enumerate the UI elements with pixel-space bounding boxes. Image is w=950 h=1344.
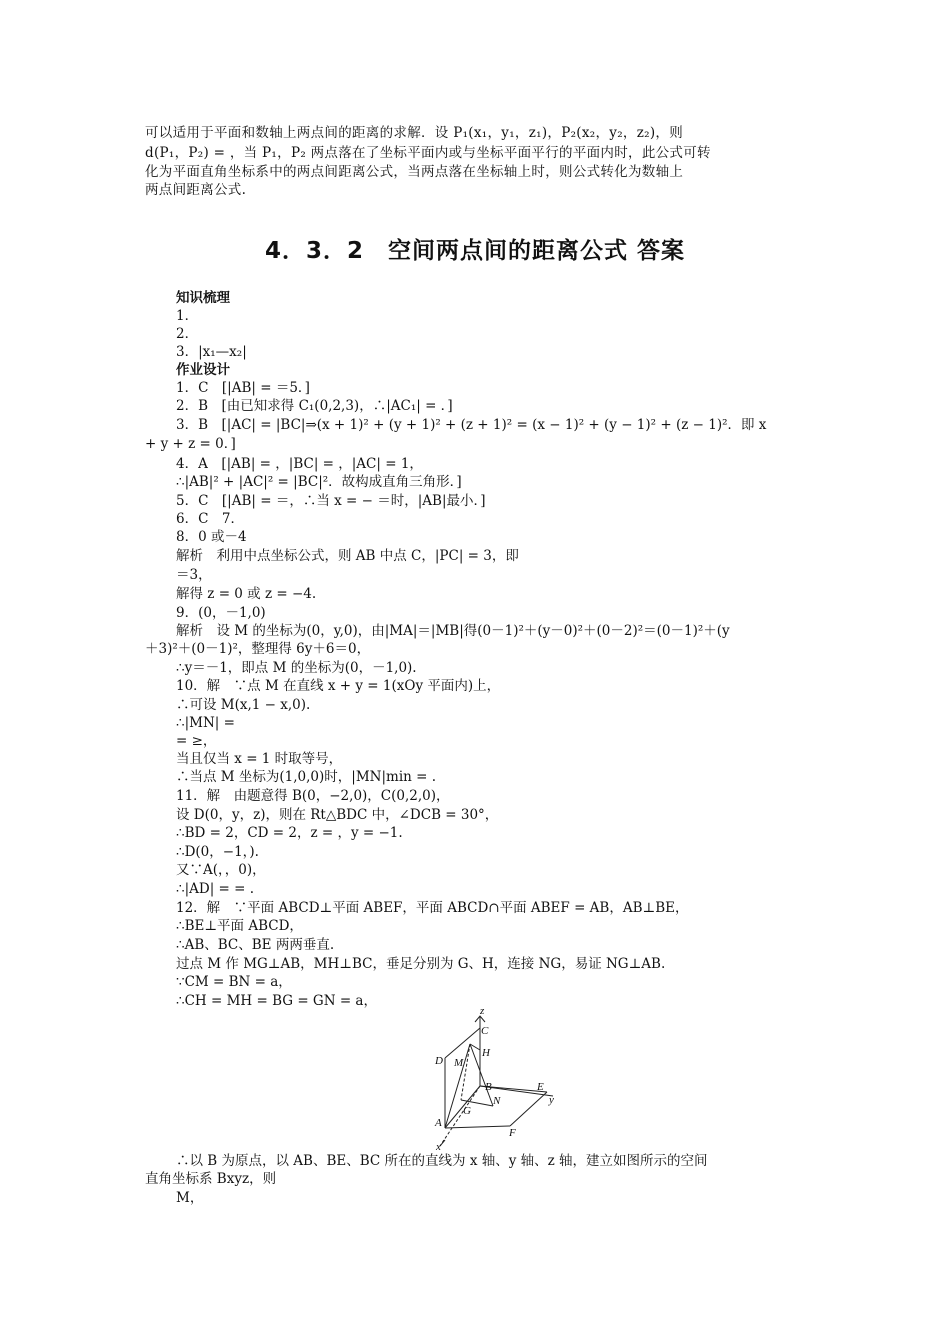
answer-line: 10．解 ∵点 M 在直线 x + y = 1(xOy 平面内)上， — [176, 678, 501, 694]
section-heading: 知识梳理 — [176, 290, 230, 306]
point-label-h: H — [482, 1047, 490, 1059]
point-label-f: F — [509, 1127, 516, 1139]
answer-line: 1．C [|AB| = ＝5．] — [176, 380, 310, 396]
answer-line: ∴BE⊥平面 ABCD， — [176, 918, 303, 934]
answer-line: 11．解 由题意得 B(0，−2,0)，C(0,2,0)， — [176, 788, 450, 804]
answer-line: 设 D(0，y，z)，则在 Rt△BDC 中，∠DCB = 30°， — [176, 807, 499, 823]
answer-line: ∴以 B 为原点，以 AB、BE、BC 所在的直线为 x 轴、y 轴、z 轴，建立如图所示的空间 — [176, 1153, 708, 1169]
answer-line: 解析 利用中点坐标公式，则 AB 中点 C，|PC| = 3，即 — [176, 548, 519, 564]
answer-line: = ≥， — [176, 733, 217, 749]
answer-line: 8．0 或－4 — [176, 529, 247, 545]
answer-line: M， — [176, 1190, 204, 1206]
answer-line: 当且仅当 x = 1 时取等号， — [176, 751, 343, 767]
answer-line: 5．C [|AB| = ＝，∴当 x = − ＝时，|AB|最小．] — [176, 493, 486, 509]
answer-line: 直角坐标系 Bxyz，则 — [145, 1171, 277, 1187]
answer-line: 1． — [176, 308, 199, 324]
answer-line: 4．A [|AB| = ，|BC| = ，|AC| = 1， — [176, 456, 423, 472]
answer-line: 3．|x₁—x₂| — [176, 344, 247, 360]
axis-label-y: y — [549, 1094, 554, 1106]
page-title: 4．3．2 空间两点间的距离公式 答案 — [264, 238, 686, 264]
point-label-n: N — [493, 1095, 501, 1107]
point-label-a: A — [435, 1117, 442, 1129]
answer-line: ∴可设 M(x,1 − x,0). — [176, 697, 311, 713]
answer-line: ∴|AD| = = . — [176, 881, 255, 897]
section-heading: 作业设计 — [176, 362, 230, 378]
answer-line: 9．(0，－1,0) — [176, 605, 266, 621]
axis-label-x: x — [436, 1141, 441, 1153]
intro-line-1: 可以适用于平面和数轴上两点间的距离的求解．设 P₁(x₁，y₁，z₁)，P₂(x₂，y₂，z₂)，则 — [145, 125, 684, 141]
answer-line: 解得 z = 0 或 z = −4. — [176, 586, 317, 602]
answer-line: ∴BD = 2，CD = 2，z = ，y = −1. — [176, 825, 403, 841]
answer-line: ∴AB、BC、BE 两两垂直. — [176, 937, 335, 953]
point-label-d: D — [435, 1055, 443, 1067]
answer-line: ∴y＝－1，即点 M 的坐标为(0，－1,0). — [176, 660, 417, 676]
intro-line-3: 化为平面直角坐标系中的两点间距离公式，当两点落在坐标轴上时，则公式转化为数轴上 — [145, 164, 684, 180]
point-label-b: B — [485, 1081, 492, 1093]
answer-line: 2． — [176, 326, 199, 342]
answer-line: ＝3， — [176, 567, 212, 583]
point-label-e: E — [537, 1081, 544, 1093]
answer-line: 2．B [由已知求得 C₁(0,2,3)，∴|AC₁| = ．] — [176, 398, 453, 414]
intro-line-4: 两点间距离公式. — [145, 182, 247, 198]
answer-line: ∴|AB|² + |AC|² = |BC|²．故构成直角三角形．] — [176, 474, 462, 490]
intro-line-2: d(P₁，P₂) = ，当 P₁，P₂ 两点落在了坐标平面内或与坐标平面平行的平面内时，此公式可转 — [145, 145, 711, 161]
answer-line: 6．C 7． — [176, 511, 245, 527]
answer-line: 解析 设 M 的坐标为(0，y,0)，由|MA|＝|MB|得(0－1)²＋(y－0)²＋(0－2)²＝(0－1)²＋(y — [176, 623, 730, 639]
answer-line: 过点 M 作 MG⊥AB，MH⊥BC，垂足分别为 G、H，连接 NG，易证 NG⊥AB. — [176, 956, 666, 972]
answer-line: ∴当点 M 坐标为(1,0,0)时，|MN|min = . — [176, 769, 437, 785]
point-label-g: G — [463, 1105, 471, 1117]
answer-line: 3．B [|AC| = |BC|⇒(x + 1)² + (y + 1)² + (z + 1)² = (x − 1)² + (y − 1)² + (z − 1)²．即 x — [176, 417, 767, 433]
axis-label-z: z — [480, 1008, 485, 1017]
answer-line: 12．解 ∵平面 ABCD⊥平面 ABEF，平面 ABCD∩平面 ABEF = AB，AB⊥BE， — [176, 900, 689, 916]
point-label-c: C — [481, 1025, 489, 1037]
answer-line: ＋3)²＋(0－1)²，整理得 6y＋6＝0， — [145, 641, 371, 657]
coordinate-figure — [425, 1008, 565, 1153]
point-label-m: M — [454, 1057, 464, 1069]
answer-line: ∵CM = BN = a， — [176, 974, 292, 990]
answer-line: ∴CH = MH = BG = GN = a， — [176, 993, 377, 1009]
answer-line: 又∵A(，，0)， — [176, 862, 266, 878]
answer-line: ∴|MN| = — [176, 715, 235, 731]
answer-line: ∴D(0，−1，). — [176, 844, 259, 860]
answer-line: + y + z = 0．] — [145, 436, 236, 452]
